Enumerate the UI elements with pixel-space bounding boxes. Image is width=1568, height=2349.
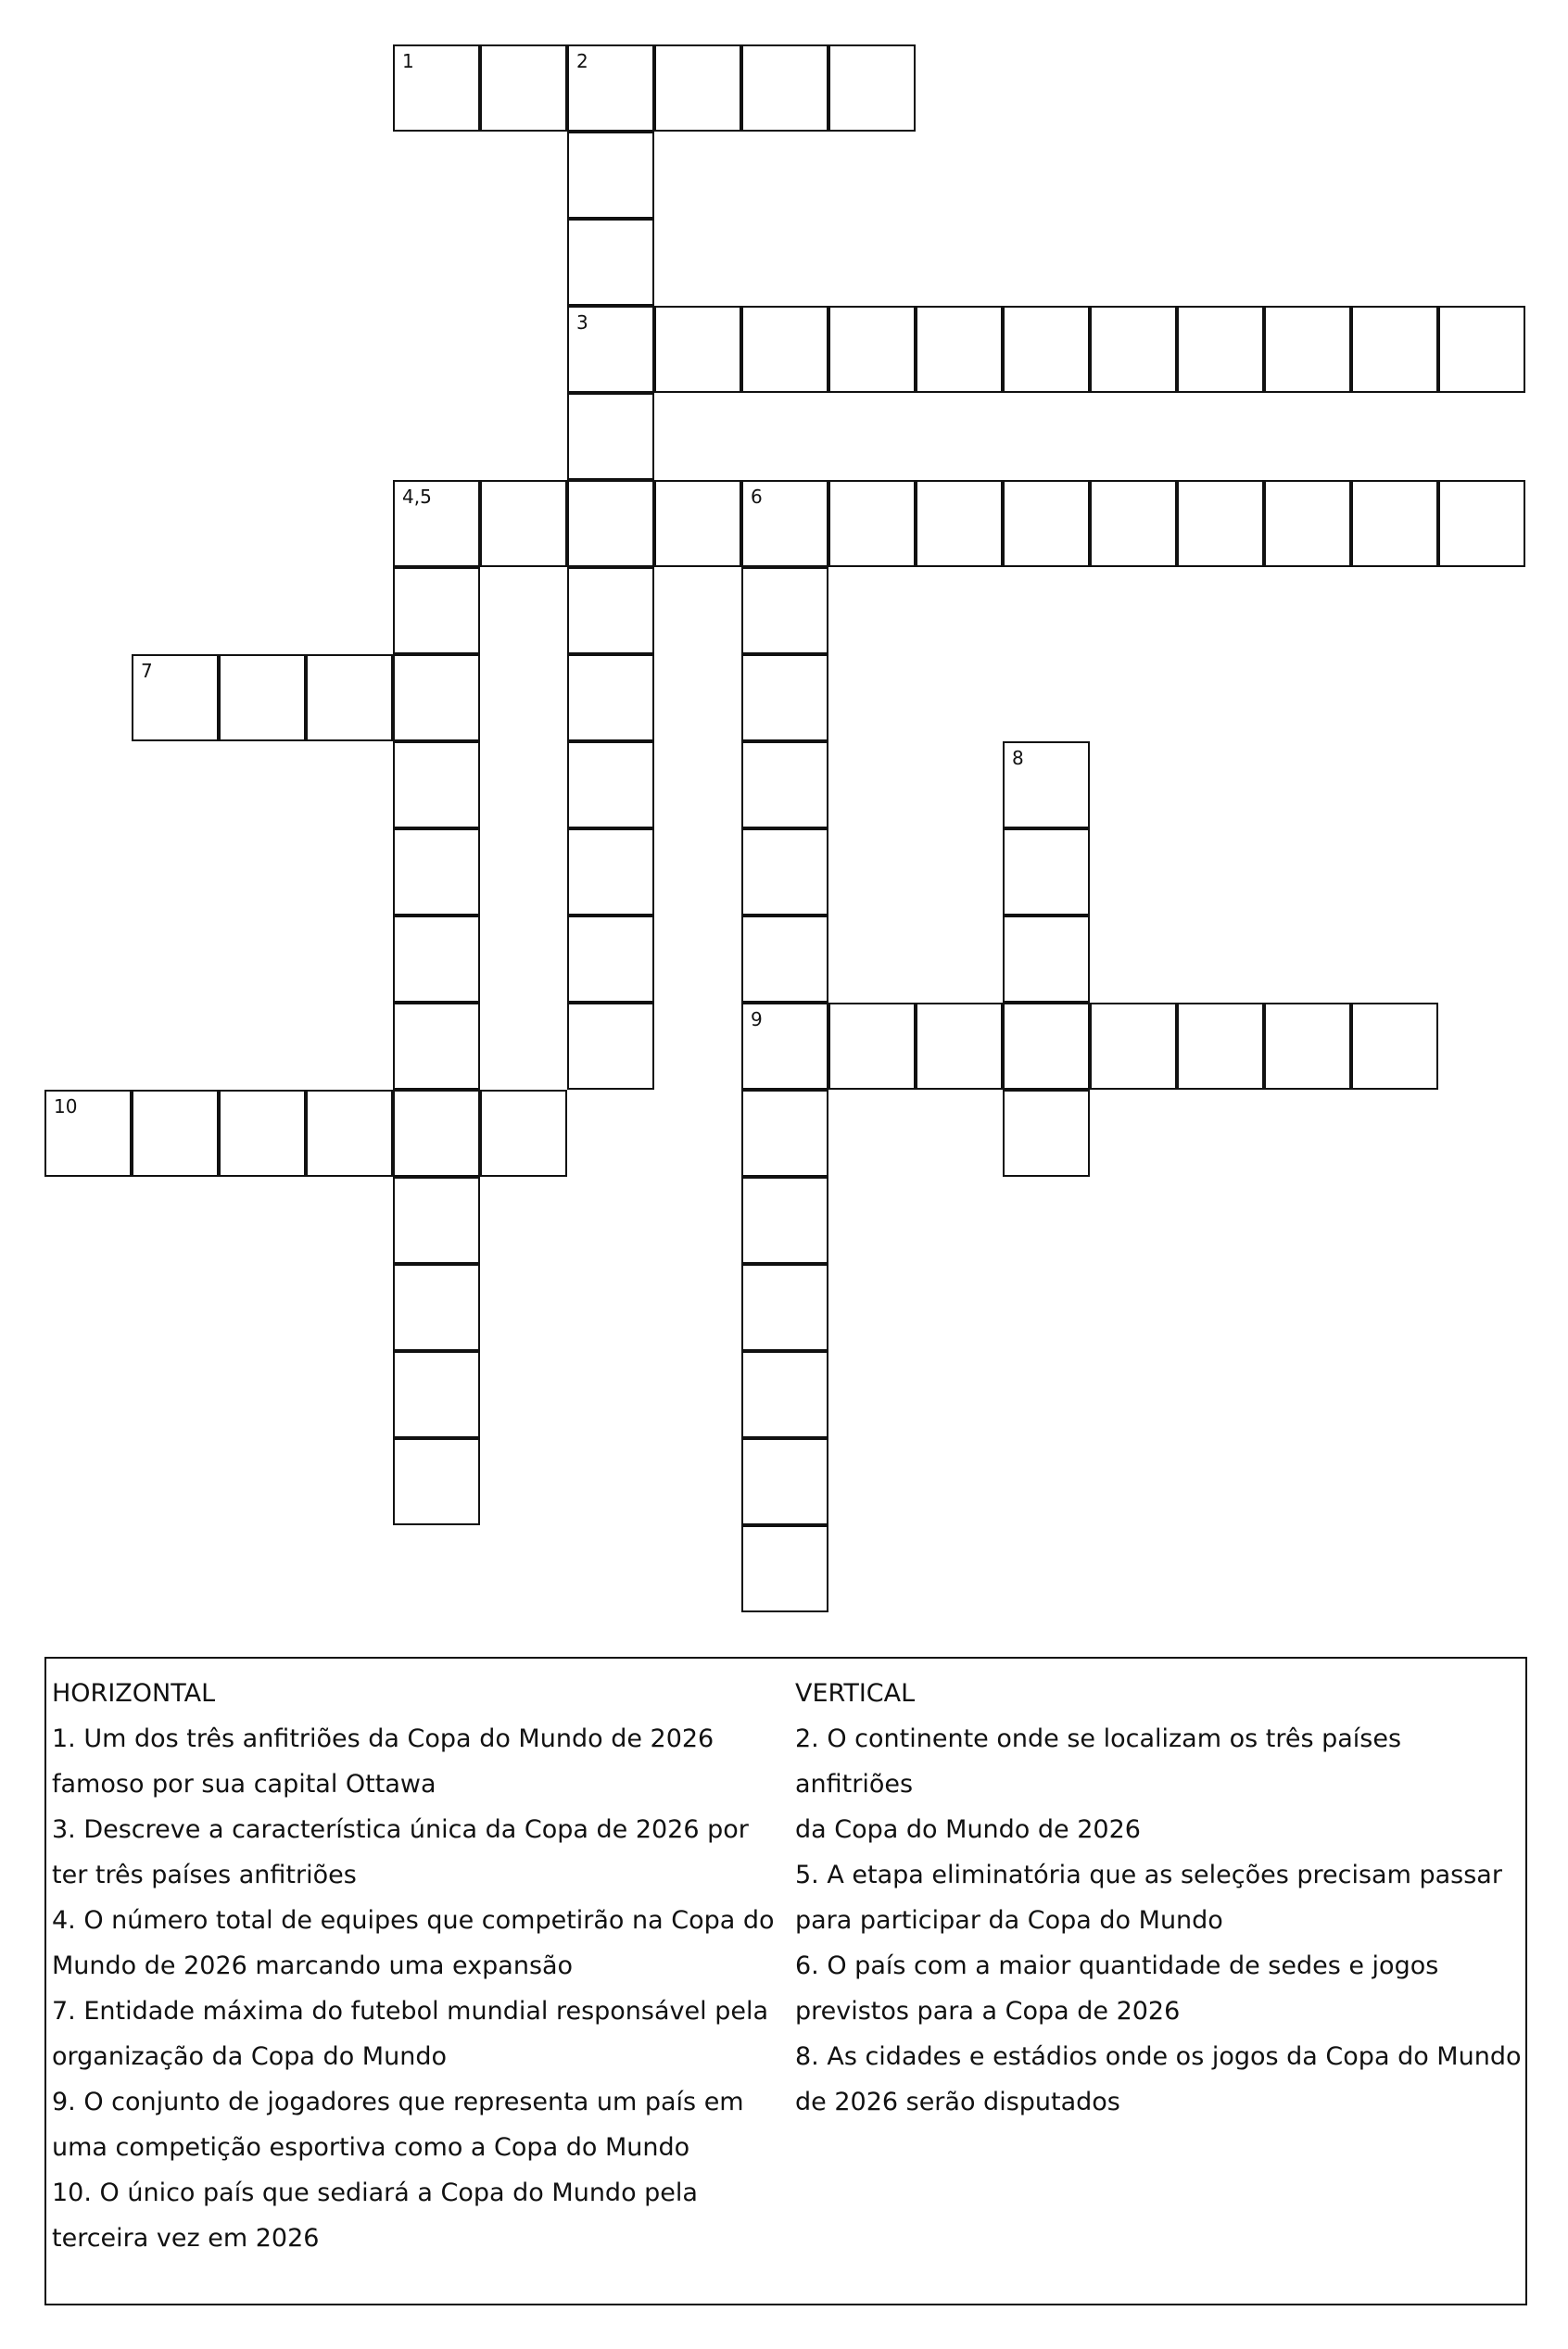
clue-number: 6 [751,486,763,508]
crossword-cell[interactable] [1351,1003,1438,1090]
crossword-cell[interactable] [741,1525,828,1612]
clue-line: Mundo de 2026 marcando uma expansão [52,1951,574,1980]
clue-line: terceira vez em 2026 [52,2224,320,2253]
clue-number: 7 [141,660,153,682]
crossword-cell[interactable] [1351,306,1438,393]
clue-number: 10 [54,1095,78,1118]
crossword-cell[interactable] [393,1438,480,1525]
crossword-cell[interactable] [828,44,916,132]
clue-line: 5. A etapa eliminatória que as seleções precisam passar [795,1861,1502,1889]
crossword-cell[interactable] [567,44,654,132]
crossword-cell[interactable] [567,219,654,306]
crossword-cell[interactable] [567,393,654,480]
crossword-cell[interactable] [741,1003,828,1090]
crossword-cell[interactable] [393,916,480,1003]
crossword-cell[interactable] [567,567,654,654]
clue-number: 9 [751,1008,763,1030]
crossword-cell[interactable] [393,1177,480,1264]
crossword-cell[interactable] [1177,1003,1264,1090]
crossword-cell[interactable] [1438,306,1525,393]
crossword-cell[interactable] [741,828,828,916]
clue-line: 3. Descreve a característica única da Copa de 2026 por [52,1815,749,1844]
crossword-cell[interactable] [132,654,219,741]
crossword-cell[interactable] [1003,1090,1090,1177]
crossword-cell[interactable] [828,306,916,393]
clue-line: ter três países anfitriões [52,1861,357,1889]
crossword-cell[interactable] [1351,480,1438,567]
crossword-cell[interactable] [1003,1003,1090,1090]
clue-number: 2 [576,50,588,72]
crossword-cell[interactable] [741,1351,828,1438]
clue-line: 2. O continente onde se localizam os três países anfitriões [795,1724,1402,1799]
crossword-cell[interactable] [741,741,828,828]
clue-number: 8 [1012,747,1024,769]
crossword-cell[interactable] [567,654,654,741]
crossword-cell[interactable] [1003,828,1090,916]
crossword-cell[interactable] [1438,480,1525,567]
crossword-cell[interactable] [480,480,567,567]
crossword-cell[interactable] [393,1003,480,1090]
clue-line: uma competição esportiva como a Copa do Mundo [52,2133,690,2162]
clue-line: 8. As cidades e estádios onde os jogos da Copa do Mundo [795,2042,1522,2071]
crossword-cell[interactable] [654,44,741,132]
crossword-cell[interactable] [393,1264,480,1351]
crossword-cell[interactable] [567,741,654,828]
crossword-cell[interactable] [393,1351,480,1438]
crossword-cell[interactable] [741,44,828,132]
crossword-cell[interactable] [654,480,741,567]
crossword-cell[interactable] [480,1090,567,1177]
crossword-cell[interactable] [741,567,828,654]
clue-line: 1. Um dos três anfitriões da Copa do Mundo de 2026 [52,1724,714,1753]
crossword-cell[interactable] [741,1438,828,1525]
crossword-cell[interactable] [132,1090,219,1177]
crossword-cell[interactable] [916,480,1003,567]
clue-line: 10. O único país que sediará a Copa do Mundo pela [52,2179,698,2207]
crossword-cell[interactable] [393,44,480,132]
crossword-cell[interactable] [1003,306,1090,393]
crossword-cell[interactable] [828,480,916,567]
crossword-cell[interactable] [1264,1003,1351,1090]
clue-line: previstos para a Copa de 2026 [795,1997,1181,2026]
crossword-cell[interactable] [567,132,654,219]
crossword-cell[interactable] [393,654,480,741]
horizontal-heading: HORIZONTAL [52,1679,216,1708]
crossword-cell[interactable] [916,1003,1003,1090]
clue-line: 9. O conjunto de jogadores que representa um país em [52,2088,744,2116]
crossword-cell[interactable] [1090,480,1177,567]
crossword-cell[interactable] [1090,1003,1177,1090]
crossword-cell[interactable] [1003,916,1090,1003]
clue-line: organização da Copa do Mundo [52,2042,447,2071]
crossword-cell[interactable] [741,1090,828,1177]
crossword-cell[interactable] [306,1090,393,1177]
crossword-cell[interactable] [567,306,654,393]
crossword-cell[interactable] [741,654,828,741]
clue-line: famoso por sua capital Ottawa [52,1770,436,1799]
horizontal-clue-list [52,1716,789,2261]
clue-line: 6. O país com a maior quantidade de sedes e jogos [795,1951,1439,1980]
clue-line: de 2026 serão disputados [795,2088,1120,2116]
clue-line: 4. O número total de equipes que competirão na Copa do [52,1906,775,1935]
crossword-cell[interactable] [1003,741,1090,828]
clue-line: 7. Entidade máxima do futebol mundial responsável pela [52,1997,769,2026]
crossword-cell[interactable] [567,916,654,1003]
crossword-cell[interactable] [741,480,828,567]
crossword-cell[interactable] [828,1003,916,1090]
crossword-cell[interactable] [44,1090,132,1177]
crossword-cell[interactable] [1264,306,1351,393]
crossword-cell[interactable] [567,1003,654,1090]
crossword-cell[interactable] [654,306,741,393]
crossword-cell[interactable] [393,567,480,654]
crossword-cell[interactable] [567,828,654,916]
crossword-cell[interactable] [1090,306,1177,393]
clue-number: 1 [402,50,414,72]
crossword-cell[interactable] [1264,480,1351,567]
crossword-cell[interactable] [1003,480,1090,567]
crossword-cell[interactable] [306,654,393,741]
clue-number: 3 [576,311,588,334]
crossword-cell[interactable] [219,1090,306,1177]
crossword-cell[interactable] [393,828,480,916]
crossword-cell[interactable] [916,306,1003,393]
crossword-cell[interactable] [741,916,828,1003]
crossword-cell[interactable] [480,44,567,132]
crossword-cell[interactable] [393,741,480,828]
clue-line: da Copa do Mundo de 2026 [795,1815,1141,1844]
clue-number: 4,5 [402,486,432,508]
crossword-cell[interactable] [219,654,306,741]
clue-line: para participar da Copa do Mundo [795,1906,1223,1935]
crossword-cell[interactable] [567,480,654,567]
clues-box [44,1657,1527,2305]
vertical-heading: VERTICAL [795,1679,916,1708]
crossword-cell[interactable] [393,480,480,567]
vertical-clue-list [795,1716,1523,2125]
horizontal-clues [52,1672,789,2261]
crossword-cell[interactable] [741,306,828,393]
crossword-cell[interactable] [1177,480,1264,567]
crossword-cell[interactable] [741,1264,828,1351]
crossword-cell[interactable] [393,1090,480,1177]
crossword-cell[interactable] [741,1177,828,1264]
vertical-clues [795,1672,1523,2125]
crossword-cell[interactable] [1177,306,1264,393]
